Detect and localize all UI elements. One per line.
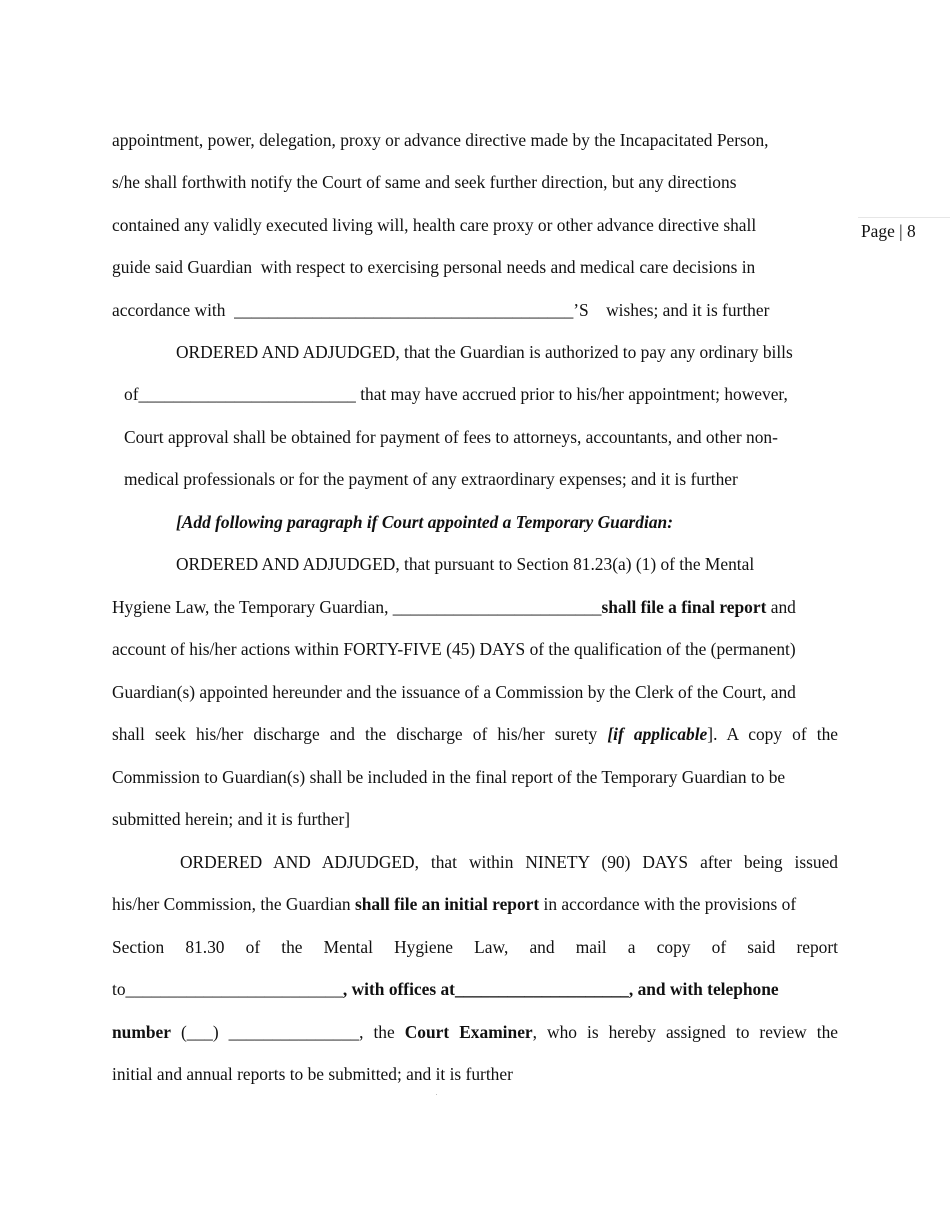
paragraph-line: his/her Commission, the Guardian shall file an initial report in accordance with the provisions of: [112, 894, 797, 914]
paragraph-line: Commission to Guardian(s) shall be included in the final report of the Temporary Guardian to be: [112, 767, 786, 787]
paragraph-line: s/he shall forthwith notify the Court of same and seek further direction, but any directions: [112, 172, 737, 192]
header-rule: [858, 217, 950, 218]
paragraph-line: contained any validly executed living will, health care proxy or other advance directive shall: [112, 215, 757, 235]
page-number: Page | 8: [861, 221, 916, 241]
scan-mark: [436, 1094, 437, 1095]
paragraph-line: account of his/her actions within FORTY-FIVE (45) DAYS of the qualification of the (permanent): [112, 639, 796, 659]
paragraph-line: ORDERED AND ADJUDGED, that within NINETY (90) DAYS after being issued: [180, 852, 838, 872]
paragraph-line: shall seek his/her discharge and the discharge of his/her surety [if applicable]. A copy of the: [112, 724, 838, 744]
paragraph-line: initial and annual reports to be submitted; and it is further: [112, 1064, 513, 1084]
paragraph-line: guide said Guardian with respect to exercising personal needs and medical care decisions in: [112, 257, 756, 277]
paragraph-line: ORDERED AND ADJUDGED, that pursuant to Section 81.23(a) (1) of the Mental: [176, 554, 755, 574]
paragraph-line: to_________________________, with offices at____________________, and with telephone: [112, 979, 779, 999]
paragraph-line: of_________________________ that may have accrued prior to his/her appointment; however,: [124, 384, 788, 404]
paragraph-line: submitted herein; and it is further]: [112, 809, 351, 829]
instruction-heading: [Add following paragraph if Court appointed a Temporary Guardian:: [176, 512, 673, 532]
paragraph-line: medical professionals or for the payment of any extraordinary expenses; and it is further: [124, 469, 738, 489]
paragraph-line: Section 81.30 of the Mental Hygiene Law, and mail a copy of said report: [112, 937, 838, 957]
paragraph-line: Hygiene Law, the Temporary Guardian, ________________________shall file a final report and: [112, 597, 796, 617]
paragraph-line: appointment, power, delegation, proxy or advance directive made by the Incapacitated Person,: [112, 130, 769, 150]
paragraph-line: Court approval shall be obtained for payment of fees to attorneys, accountants, and other non-: [124, 427, 778, 447]
paragraph-line: ORDERED AND ADJUDGED, that the Guardian is authorized to pay any ordinary bills: [176, 342, 793, 362]
paragraph-line: Guardian(s) appointed hereunder and the issuance of a Commission by the Clerk of the Court, and: [112, 682, 796, 702]
paragraph-line: accordance with _______________________________________’S wishes; and it is further: [112, 300, 770, 320]
paragraph-line: number (___) _______________, the Court Examiner, who is hereby assigned to review the: [112, 1022, 839, 1042]
